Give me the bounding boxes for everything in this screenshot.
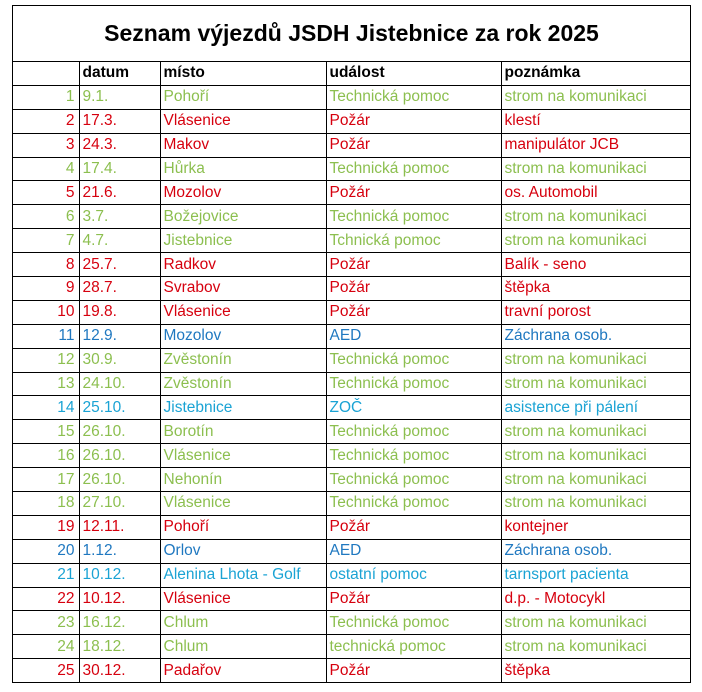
note-cell[interactable]: Záchrana osob. <box>501 539 690 563</box>
row-number-cell[interactable]: 6 <box>13 205 79 229</box>
event-cell[interactable]: Požár <box>326 109 501 133</box>
place-cell[interactable]: Vlásenice <box>160 300 326 324</box>
note-cell[interactable]: strom na komunikaci <box>501 635 690 659</box>
place-cell[interactable]: Svrabov <box>160 277 326 301</box>
table-row <box>13 420 690 444</box>
place-cell[interactable]: Vlásenice <box>160 492 326 516</box>
table-row <box>13 563 690 587</box>
sheet-title: Seznam výjezdů JSDH Jistebnice za rok 2025 <box>13 6 690 62</box>
note-cell[interactable]: Záchrana osob. <box>501 324 690 348</box>
row-number-cell[interactable]: 19 <box>13 515 79 539</box>
note-cell[interactable]: strom na komunikaci <box>501 492 690 516</box>
event-cell[interactable]: Technická pomoc <box>326 420 501 444</box>
column-header-udalost[interactable]: událost <box>326 62 501 85</box>
row-number-cell[interactable]: 8 <box>13 253 79 277</box>
row-number-cell[interactable]: 18 <box>13 492 79 516</box>
row-number-cell[interactable]: 4 <box>13 157 79 181</box>
table-row <box>13 539 690 563</box>
event-cell[interactable]: Požár <box>326 587 501 611</box>
note-cell[interactable]: manipulátor JCB <box>501 133 690 157</box>
date-cell[interactable]: 9.1. <box>79 85 160 109</box>
event-cell[interactable]: Technická pomoc <box>326 611 501 635</box>
note-cell[interactable]: strom na komunikaci <box>501 348 690 372</box>
place-cell[interactable]: Jistebnice <box>160 396 326 420</box>
date-cell[interactable]: 16.12. <box>79 611 160 635</box>
note-cell[interactable]: strom na komunikaci <box>501 420 690 444</box>
date-cell[interactable]: 1.12. <box>79 539 160 563</box>
event-cell[interactable]: Požár <box>326 659 501 682</box>
place-cell[interactable]: Zvěstonín <box>160 348 326 372</box>
place-cell[interactable]: Zvěstonín <box>160 372 326 396</box>
note-cell[interactable]: štěpka <box>504 661 551 679</box>
place-cell[interactable]: Makov <box>160 133 326 157</box>
table-row <box>13 157 690 181</box>
date-cell[interactable]: 26.10. <box>79 444 160 468</box>
table-row <box>13 492 690 516</box>
place-cell[interactable]: Radkov <box>160 253 326 277</box>
place-cell[interactable]: Jistebnice <box>160 229 326 253</box>
row-number-cell[interactable]: 24 <box>13 635 79 659</box>
row-number-cell[interactable]: 17 <box>13 468 79 492</box>
date-cell[interactable]: 17.3. <box>79 109 160 133</box>
date-cell[interactable]: 10.12. <box>79 587 160 611</box>
date-cell[interactable]: 12.9. <box>79 324 160 348</box>
event-cell[interactable]: Technická pomoc <box>326 157 501 181</box>
note-cell[interactable]: strom na komunikaci <box>501 444 690 468</box>
event-cell[interactable]: Požár <box>326 181 501 205</box>
table-row <box>13 324 690 348</box>
row-number-cell[interactable]: 13 <box>13 372 79 396</box>
place-cell[interactable]: Vlásenice <box>160 109 326 133</box>
place-cell[interactable]: Vlásenice <box>160 444 326 468</box>
date-cell[interactable]: 10.12. <box>79 563 160 587</box>
place-cell[interactable]: Hůrka <box>160 157 326 181</box>
note-cell[interactable]: strom na komunikaci <box>501 229 690 253</box>
date-cell[interactable]: 28.7. <box>79 277 160 301</box>
row-number-cell[interactable]: 7 <box>13 229 79 253</box>
note-cell[interactable]: kontejner <box>501 515 690 539</box>
column-header-misto[interactable]: místo <box>160 62 326 85</box>
note-cell[interactable]: strom na komunikaci <box>501 157 690 181</box>
table-row <box>13 348 690 372</box>
row-number-cell[interactable]: 9 <box>13 277 79 301</box>
event-cell[interactable]: Technická pomoc <box>326 372 501 396</box>
table-row <box>13 229 690 253</box>
row-number-cell[interactable]: 14 <box>13 396 79 420</box>
event-cell[interactable]: ZOČ <box>326 396 501 420</box>
note-cell[interactable]: strom na komunikaci <box>501 205 690 229</box>
event-cell[interactable]: Požár <box>326 253 501 277</box>
date-cell[interactable]: 30.9. <box>79 348 160 372</box>
row-number-cell[interactable]: 12 <box>13 348 79 372</box>
date-cell[interactable]: 17.4. <box>79 157 160 181</box>
table-row <box>13 205 690 229</box>
note-cell[interactable]: Balík - seno <box>501 253 690 277</box>
table-row <box>13 133 690 157</box>
row-number-cell[interactable]: 1 <box>13 85 79 109</box>
table-row <box>13 85 690 109</box>
row-number-cell[interactable]: 25 <box>13 659 79 682</box>
date-cell[interactable]: 19.8. <box>79 300 160 324</box>
place-cell[interactable]: Alenina Lhota - Golf <box>160 563 326 587</box>
event-cell[interactable]: Technická pomoc <box>326 348 501 372</box>
event-cell[interactable]: Požár <box>326 300 501 324</box>
row-number-cell[interactable]: 15 <box>13 420 79 444</box>
event-cell[interactable]: Požár <box>326 277 501 301</box>
row-number-cell[interactable]: 10 <box>13 300 79 324</box>
table-body <box>13 85 690 682</box>
table-row <box>13 587 690 611</box>
event-cell[interactable]: Požár <box>326 133 501 157</box>
place-cell[interactable]: Orlov <box>160 539 326 563</box>
date-cell[interactable]: 18.12. <box>79 635 160 659</box>
place-cell[interactable]: Chlum <box>160 611 326 635</box>
note-cell[interactable]: strom na komunikaci <box>501 611 690 635</box>
place-cell[interactable]: Pohoří <box>160 515 326 539</box>
table-row <box>13 181 690 205</box>
date-cell[interactable]: 4.7. <box>79 229 160 253</box>
event-cell[interactable]: ostatní pomoc <box>326 563 501 587</box>
note-cell[interactable]: štěpka <box>501 277 690 301</box>
column-header-datum[interactable]: datum <box>79 62 160 85</box>
date-cell[interactable]: 27.10. <box>79 492 160 516</box>
row-number-cell[interactable]: 20 <box>13 539 79 563</box>
place-cell[interactable]: Nehonín <box>160 468 326 492</box>
event-cell[interactable]: Technická pomoc <box>326 444 501 468</box>
place-cell[interactable]: Mozolov <box>160 324 326 348</box>
note-cell[interactable]: klestí <box>501 109 690 133</box>
row-number-cell[interactable]: 11 <box>13 324 79 348</box>
incident-table <box>13 62 690 682</box>
place-cell[interactable]: Božejovice <box>160 205 326 229</box>
column-header-number[interactable] <box>13 62 79 85</box>
date-cell[interactable]: 26.10. <box>79 420 160 444</box>
header-row <box>13 62 690 85</box>
date-cell[interactable]: 26.10. <box>79 468 160 492</box>
note-cell[interactable]: os. Automobil <box>501 181 690 205</box>
row-number-cell[interactable]: 22 <box>13 587 79 611</box>
note-cell[interactable]: strom na komunikaci <box>501 468 690 492</box>
date-cell[interactable]: 3.7. <box>79 205 160 229</box>
row-number-cell[interactable]: 3 <box>13 133 79 157</box>
date-cell[interactable]: 24.3. <box>79 133 160 157</box>
event-cell[interactable]: AED <box>326 324 501 348</box>
date-cell[interactable]: 30.12. <box>79 659 160 682</box>
place-cell[interactable]: Borotín <box>160 420 326 444</box>
table-row <box>13 253 690 277</box>
table-row <box>13 611 690 635</box>
table-row <box>13 444 690 468</box>
note-cell[interactable]: strom na komunikaci <box>501 85 690 109</box>
row-number-cell[interactable]: 21 <box>13 563 79 587</box>
table-row <box>13 372 690 396</box>
event-cell[interactable]: Technická pomoc <box>326 492 501 516</box>
row-number-cell[interactable]: 16 <box>13 444 79 468</box>
column-header-poznamka[interactable]: poznámka <box>501 62 690 85</box>
row-number-cell[interactable]: 5 <box>13 181 79 205</box>
note-cell[interactable]: strom na komunikaci <box>501 372 690 396</box>
place-cell[interactable]: Padařov <box>160 659 326 682</box>
event-cell[interactable]: Technická pomoc <box>326 85 501 109</box>
date-cell[interactable]: 24.10. <box>79 372 160 396</box>
table-row <box>13 396 690 420</box>
place-cell[interactable]: Chlum <box>160 635 326 659</box>
spreadsheet <box>12 5 691 683</box>
row-number-cell[interactable]: 23 <box>13 611 79 635</box>
place-cell[interactable]: Mozolov <box>160 181 326 205</box>
table-row <box>13 635 690 659</box>
table-row <box>13 515 690 539</box>
table-row <box>13 659 690 682</box>
table-row <box>13 468 690 492</box>
place-cell[interactable]: Pohoří <box>160 85 326 109</box>
note-cell[interactable]: travní porost <box>501 300 690 324</box>
event-cell[interactable]: Tchnická pomoc <box>326 229 501 253</box>
event-cell[interactable]: Požár <box>326 515 501 539</box>
date-cell[interactable]: 25.7. <box>79 253 160 277</box>
date-cell[interactable]: 12.11. <box>79 515 160 539</box>
place-cell[interactable]: Vlásenice <box>160 587 326 611</box>
note-cell[interactable]: asistence při pálení <box>501 396 690 420</box>
row-number-cell[interactable]: 2 <box>13 109 79 133</box>
event-cell[interactable]: Technická pomoc <box>326 205 501 229</box>
date-cell[interactable]: 25.10. <box>79 396 160 420</box>
table-row <box>13 277 690 301</box>
event-cell[interactable]: AED <box>326 539 501 563</box>
date-cell[interactable]: 21.6. <box>79 181 160 205</box>
note-cell[interactable]: d.p. - Motocykl <box>501 587 690 611</box>
event-cell[interactable]: Technická pomoc <box>326 468 501 492</box>
event-cell[interactable]: technická pomoc <box>326 635 501 659</box>
note-cell[interactable]: tarnsport pacienta <box>501 563 690 587</box>
table-row <box>13 109 690 133</box>
table-row <box>13 300 690 324</box>
